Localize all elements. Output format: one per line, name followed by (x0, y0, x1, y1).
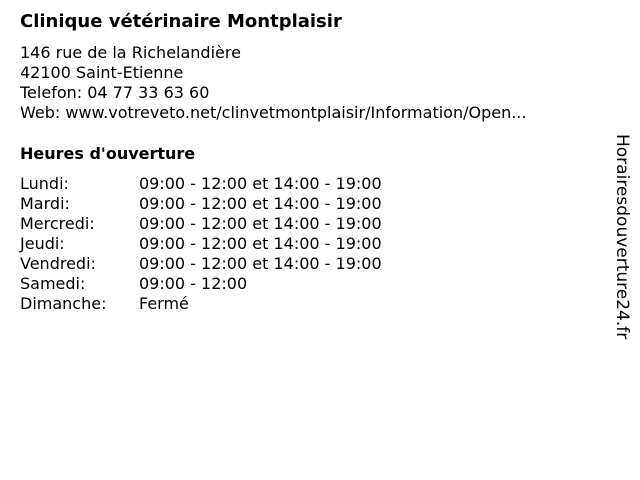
day-label: Mardi: (20, 194, 70, 213)
day-label: Lundi: (20, 174, 69, 193)
hours-value: 09:00 - 12:00 et 14:00 - 19:00 (139, 194, 382, 213)
hours-value: 09:00 - 12:00 et 14:00 - 19:00 (139, 214, 382, 233)
day-label: Dimanche: (20, 294, 107, 313)
phone-number: Telefon: 04 77 33 63 60 (20, 83, 210, 102)
hours-value: 09:00 - 12:00 et 14:00 - 19:00 (139, 234, 382, 253)
business-name: Clinique vétérinaire Montplaisir (20, 11, 342, 32)
hours-value: 09:00 - 12:00 et 14:00 - 19:00 (139, 254, 382, 273)
day-label: Vendredi: (20, 254, 96, 273)
site-watermark (611, 134, 633, 344)
contact-info (20, 43, 526, 123)
day-label: Samedi: (20, 274, 86, 293)
watermark-text: Horairesdouverture24.fr (612, 134, 632, 340)
hours-value: 09:00 - 12:00 et 14:00 - 19:00 (139, 174, 382, 193)
hours-heading: Heures d'ouverture (20, 144, 196, 163)
address-street: 146 rue de la Richelandière (20, 43, 241, 62)
day-label: Mercredi: (20, 214, 95, 233)
address-city: 42100 Saint-Etienne (20, 63, 184, 82)
day-label: Jeudi: (20, 234, 65, 253)
hours-value: 09:00 - 12:00 (139, 274, 248, 293)
hours-value: Fermé (139, 294, 189, 313)
website-link[interactable]: Web: www.votreveto.net/clinvetmontplaisir/Information/Open... (20, 103, 527, 122)
